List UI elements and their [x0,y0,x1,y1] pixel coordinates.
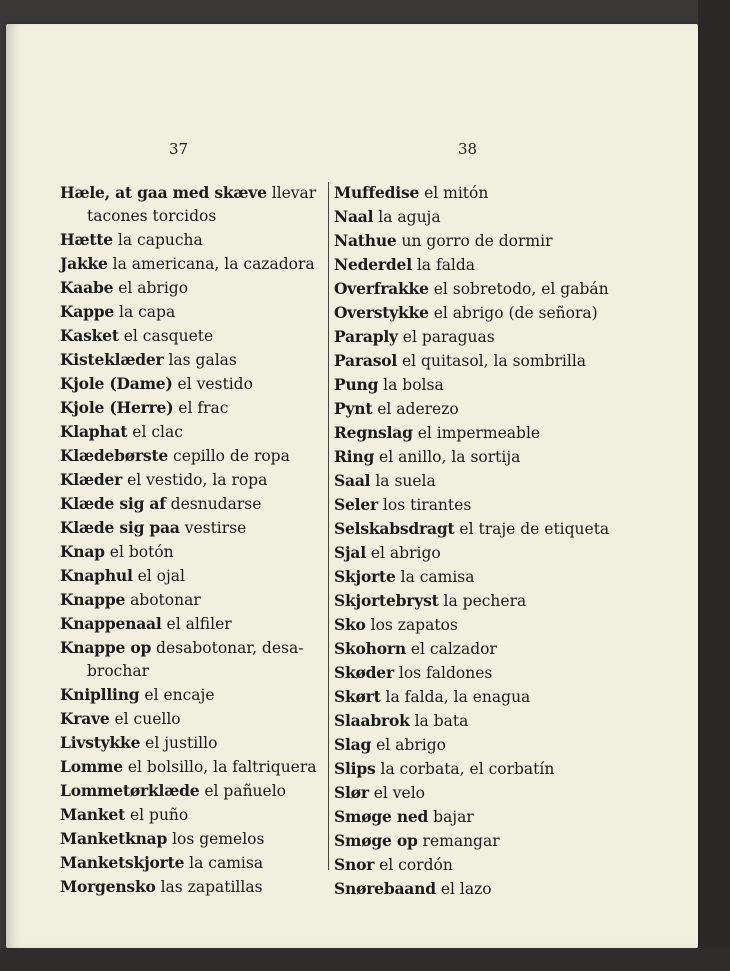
dictionary-entry [60,588,326,612]
entry-translation: el vestido, la ropa [127,471,268,489]
entry-term: Skjorte [334,567,396,586]
dictionary-entry [60,851,326,875]
dictionary-entry [60,540,326,564]
entry-term: Sko [334,615,366,634]
dictionary-entry [334,517,644,541]
dictionary-entry [60,707,326,731]
entry-term: Lommetørklæde [60,781,200,800]
dictionary-entry [334,421,644,445]
entry-translation: el mitón [424,184,489,202]
entry-translation: abotonar [130,591,201,609]
dictionary-entry [60,779,326,803]
entry-translation: el anillo, la sortija [379,448,521,466]
entry-translation: las zapatillas [160,878,263,896]
entry-term: Knappe [60,590,126,609]
entry-translation: el justillo [145,734,218,752]
page-number-right: 38 [458,140,478,158]
dictionary-entry [334,253,644,277]
entry-translation: el puño [129,806,189,824]
dictionary-entry [334,757,644,781]
entry-term: Kjole (Dame) [60,374,173,393]
dictionary-entry [334,613,644,637]
entry-term: Saal [334,471,371,490]
entry-term: Skohorn [334,639,406,658]
entry-term: Kaabe [60,278,114,297]
entry-term: Kasket [60,326,119,345]
entry-term: Kisteklæder [60,350,164,369]
entry-term: Lomme [60,757,123,776]
dictionary-entry [60,324,326,348]
entry-term: Manketskjorte [60,853,185,872]
dictionary-entry [60,252,326,276]
entry-translation: el frac [178,399,229,417]
entry-term: Seler [334,495,378,514]
entry-term: Pynt [334,399,373,418]
entry-translation: el encaje [144,686,215,704]
entry-term: Hæle, at gaa med skæve [60,183,267,202]
dictionary-entry [334,589,644,613]
dictionary-entry [60,468,326,492]
dictionary-entry [334,397,644,421]
entry-translation: la aguja [378,208,441,226]
entry-translation: el velo [373,784,426,802]
entry-translation: la corbata, el corbatín [380,760,555,778]
entry-term: Nathue [334,231,397,250]
entry-translation: la pechera [443,592,527,610]
dictionary-entry [60,492,326,516]
entry-term: Nederdel [334,255,412,274]
left-column [60,181,326,899]
entry-term: Krave [60,709,110,728]
entry-term: Smøge ned [334,807,429,826]
dictionary-entry [60,755,326,779]
entry-term: Klaphat [60,422,128,441]
entry-term: Snørebaand [334,879,436,898]
entry-translation: desabotonar, desa- [156,639,304,657]
entry-term: Sjal [334,543,366,562]
entry-term: Regnslag [334,423,413,442]
dictionary-entry [334,181,644,205]
entry-translation: el lazo [440,880,492,898]
entry-translation: el casquete [123,327,214,345]
entry-term: Livstykke [60,733,141,752]
entry-translation: el botón [109,543,174,561]
entry-translation: la camisa [400,568,475,586]
dictionary-entry [334,301,644,325]
entry-translation: el clac [132,423,183,441]
dictionary-entry [60,396,326,420]
entry-translation: las galas [168,351,237,369]
dictionary-entry [334,829,644,853]
entry-translation: el sobretodo, el gabán [433,280,609,298]
entry-term: Skøder [334,663,394,682]
entry-term: Knappenaal [60,614,162,633]
dictionary-entry [60,228,326,252]
entry-translation: los faldones [398,664,493,682]
page-number-left: 37 [169,140,189,158]
dictionary-entry [334,373,644,397]
background-edge-bottom [0,948,730,971]
dictionary-entry [334,229,644,253]
entry-translation: el paraguas [402,328,495,346]
dictionary-entry [60,683,326,707]
dictionary-entry [60,516,326,540]
dictionary-entry [334,349,644,373]
dictionary-entry [334,853,644,877]
entry-translation: los tirantes [382,496,472,514]
entry-translation: remangar [422,832,500,850]
right-column [334,181,644,901]
entry-term: Slag [334,735,372,754]
entry-translation: llevar [271,184,317,202]
entry-term: Morgensko [60,877,156,896]
entry-translation: el abrigo [370,544,441,562]
entry-translation: los zapatos [370,616,458,634]
entry-translation: los gemelos [172,830,265,848]
entry-term: Klædebørste [60,446,169,465]
entry-translation: un gorro de dormir [401,232,553,250]
dictionary-entry [60,803,326,827]
entry-translation: el cordón [379,856,453,874]
dictionary-entry [60,348,326,372]
entry-term: Slaabrok [334,711,410,730]
dictionary-entry [60,420,326,444]
entry-translation: la americana, la cazadora [112,255,315,273]
dictionary-entry [334,469,644,493]
entry-translation: el abrigo (de señora) [433,304,598,322]
dictionary-entry [334,565,644,589]
entry-term: Jakke [60,254,108,273]
entry-translation: el bolsillo, la faltriquera [127,758,317,776]
dictionary-entry [334,877,644,901]
entry-term: Overfrakke [334,279,429,298]
book-page [6,24,698,948]
entry-term: Naal [334,207,374,226]
entry-term: Klæde sig af [60,494,166,513]
entry-translation: el pañuelo [204,782,286,800]
dictionary-entry [60,564,326,588]
entry-translation: el cuello [114,710,181,728]
entry-term: Manketknap [60,829,168,848]
dictionary-entry [334,493,644,517]
entry-term: Knappe op [60,638,152,657]
entry-translation: el aderezo [377,400,459,418]
dictionary-entry [334,445,644,469]
entry-term: Skørt [334,687,381,706]
entry-term: Pung [334,375,379,394]
entry-translation: el ojal [137,567,185,585]
dictionary-entry [334,637,644,661]
dictionary-entry [60,444,326,468]
entry-term: Hætte [60,230,113,249]
dictionary-entry [334,541,644,565]
entry-translation: el impermeable [417,424,541,442]
entry-translation: el traje de etiqueta [459,520,610,538]
entry-translation: vestirse [184,519,247,537]
dictionary-entry [60,875,326,899]
background-edge-right [698,0,730,971]
entry-term: Knaphul [60,566,133,585]
entry-translation: la bata [414,712,469,730]
dictionary-entry [334,661,644,685]
entry-translation: la capucha [117,231,203,249]
dictionary-entry [60,181,326,205]
entry-term: Kappe [60,302,115,321]
entry-term: Paraply [334,327,398,346]
dictionary-entry [334,709,644,733]
entry-translation: el abrigo [118,279,189,297]
dictionary-entry [60,827,326,851]
dictionary-entry [60,300,326,324]
entry-continuation: tacones torcidos [87,207,217,225]
entry-translation: la bolsa [383,376,444,394]
entry-term: Selskabsdragt [334,519,455,538]
entry-translation: el abrigo [376,736,446,754]
entry-term: Muffedise [334,183,420,202]
entry-translation: bajar [433,808,474,826]
column-divider [328,182,329,870]
dictionary-entry [334,325,644,349]
entry-term: Kjole (Herre) [60,398,174,417]
dictionary-entry [334,805,644,829]
dictionary-entry [334,733,644,757]
entry-term: Smøge op [334,831,418,850]
dictionary-entry [60,731,326,755]
entry-translation: el calzador [410,640,497,658]
entry-term: Knap [60,542,105,561]
entry-term: Klæde sig paa [60,518,180,537]
dictionary-entry [60,636,326,660]
entry-continuation: brochar [87,662,149,680]
entry-term: Parasol [334,351,398,370]
dictionary-entry [334,205,644,229]
entry-translation: la falda, la enagua [385,688,531,706]
entry-translation: el alfiler [166,615,232,633]
dictionary-entry [334,781,644,805]
entry-translation: la suela [375,472,436,490]
entry-translation: la capa [119,303,176,321]
entry-term: Slør [334,783,369,802]
entry-term: Manket [60,805,126,824]
entry-translation: la camisa [189,854,264,872]
dictionary-entry [334,277,644,301]
entry-translation: la falda [416,256,476,274]
entry-term: Overstykke [334,303,429,322]
dictionary-entry [334,685,644,709]
entry-term: Ring [334,447,375,466]
entry-term: Klæder [60,470,123,489]
entry-translation: el vestido [177,375,253,393]
dictionary-entry [60,372,326,396]
entry-translation: cepillo de ropa [173,447,290,465]
entry-term: Skjortebryst [334,591,439,610]
entry-term: Slips [334,759,376,778]
dictionary-entry [60,276,326,300]
entry-term: Snor [334,855,375,874]
entry-translation: el quitasol, la sombrilla [401,352,587,370]
entry-term: Kniplling [60,685,140,704]
entry-translation: desnudarse [170,495,262,513]
dictionary-entry [60,612,326,636]
